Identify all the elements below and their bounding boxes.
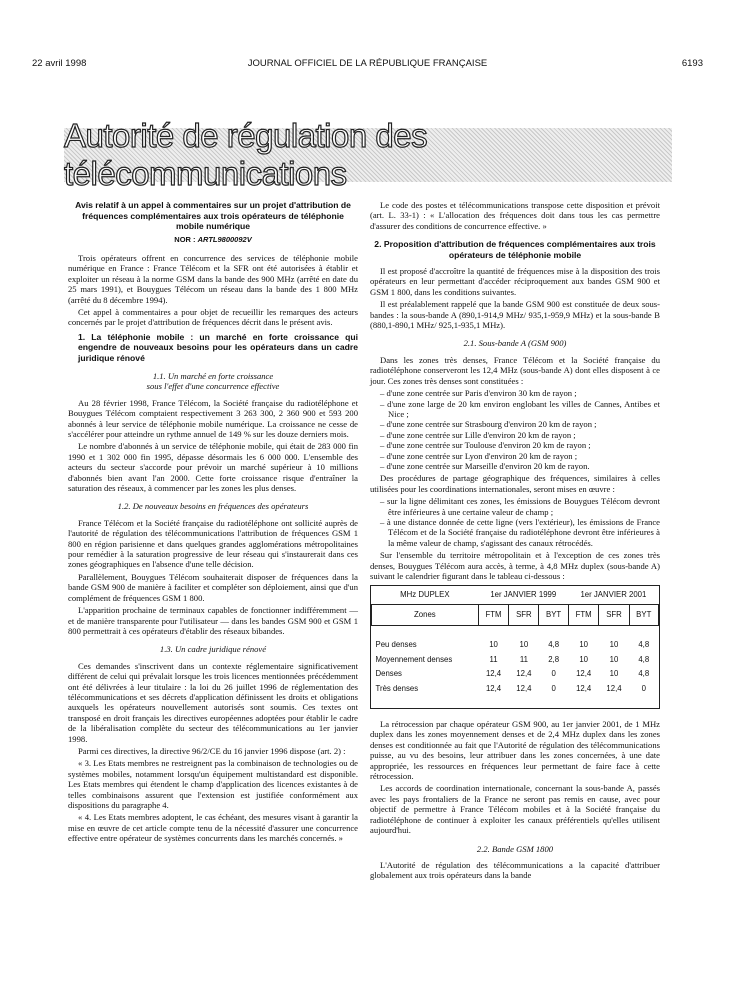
banner-title: Autorité de régulation des télécommunications	[64, 117, 428, 192]
table-zones-header: Zones	[372, 605, 479, 626]
list-item: – sur la ligne délimitant ces zones, les émissions de Bouygues Télécom devront être inférieures à une certaine valeur de champ ;	[380, 496, 660, 517]
table-cell: 10	[609, 669, 619, 679]
subsection-heading-2-2: 2.2. Bande GSM 1800	[476, 843, 554, 854]
zone-list	[370, 388, 660, 471]
table-zone: Denses	[375, 669, 402, 679]
table-period-2: 1er JANVIER 2001	[568, 586, 658, 605]
table-row	[372, 638, 659, 652]
subsection-heading-2-1: 2.1. Sous-bande A (GSM 900)	[463, 338, 567, 349]
table-cell: 4,8	[548, 640, 560, 650]
paragraph: Parallèlement, Bouygues Télécom souhaiterait disposer de fréquences dans la bande GSM 900 de manière à faciliter et compléter son déploiement, ainsi que d'un complément de fréquences GSM 1 800.	[68, 571, 358, 603]
table-column-header: BYT	[539, 605, 568, 626]
paragraph: Trois opérateurs offrent en concurrence des services de téléphonie mobile numérique en France : France Télécom et la SFR ont été autorisées à établir et exploiter un réseau à la norme GSM dans la bande des 900 MHz (arrêté en date du 25 mars 1991), et Bouygues Télécom un réseau dans la bande des 1 800 MHz (arrêté du 8 décembre 1994).	[68, 252, 358, 305]
list-item: – d'une zone centrée sur Lille d'environ 20 km de rayon ;	[380, 429, 576, 440]
paragraph: Dans les zones très denses, France Télécom et la Société française du radiotéléphone conserveront les 12,4 MHz (sous-bande A) dont elles disposent à ce jour. Ces zones très denses sont constituées :	[370, 354, 660, 386]
procedure-list	[370, 496, 660, 548]
table-cell: 10	[519, 640, 529, 650]
table-zone: Moyennement denses	[375, 654, 453, 664]
table-cell: 0	[641, 683, 646, 693]
right-column	[370, 200, 660, 883]
subsection-heading-1-1	[68, 371, 358, 392]
list-item: – d'une zone centrée sur Paris d'environ 30 km de rayon ;	[380, 388, 577, 399]
paragraph: France Télécom et la Société française du radiotéléphone ont sollicité auprès de l'autorité de régulation des télécommunications l'attribution de fréquences GSM 1 800 en région parisienne et dans quelques grandes agglomérations métropolitaines pour remédier à la saturation progressive de leur réseau qui s'instaurerait dans ces zones géographiques en l'absence d'une telle décision.	[68, 517, 358, 570]
paragraph: Ces demandes s'inscrivent dans un contexte réglementaire significativement différent de celui qui prévalait lorsque les trois licences mentionnées précédemment ont été délivrées à leur titulaire : la loi du 26 juillet 1996 de réglementation des télécommunications et ses décrets d'application définissent les droits et obligations auxquels les opérateurs nouvellement autorisés sont soumis. Ces textes ont transposé en droit français les directives européennes adoptées pour établir le cadre de la libéralisation complète du secteur des télécommunications au 1er janvier 1998.	[68, 660, 358, 744]
section-heading-2: 2. Proposition d'attribution de fréquences complémentaires aux trois opérateurs de téléphonie mobile	[374, 239, 656, 260]
list-item: – d'une zone centrée sur Lyon d'environ 20 km de rayon ;	[380, 450, 578, 461]
table-cell: 12,4	[606, 683, 622, 693]
list-item: – d'une zone large de 20 km environ englobant les villes de Cannes, Antibes et Nice ;	[380, 398, 660, 419]
section-banner	[64, 117, 672, 192]
table-cell: 10	[579, 640, 588, 650]
list-item: – à une distance donnée de cette ligne (vers l'extérieur), les émissions de France Télécom et de la Société française du radiotéléphone devront être inférieures à la même valeur de champ, s'agissant des canaux rétrocédés.	[380, 516, 660, 548]
table-column-header: FTM	[478, 605, 509, 626]
subsection-heading-1-2: 1.2. De nouveaux besoins en fréquences des opérateurs	[117, 501, 309, 512]
subsection-heading-line: 1.1. Un marché en forte croissance	[152, 370, 274, 381]
paragraph: L'Autorité de régulation des télécommunications a la capacité d'attribuer globalement aux trois opérateurs dans la bande	[370, 859, 660, 881]
nor-reference	[68, 235, 358, 245]
frequency-table	[370, 585, 660, 709]
table-row	[372, 682, 659, 696]
subsection-heading-1-3: 1.3. Un cadre juridique rénové	[159, 644, 267, 655]
paragraph: Le nombre d'abonnés à un service de téléphonie mobile, qui était de 283 000 fin 1990 et 1 302 000 fin 1995, dépasse désormais les 6 000 000. L'ensemble des acteurs du secteur s'accorde pour prévoir un marché supérieur à 10 millions d'abonnés bien avant l'an 2000. Cette forte croissance risque d'entraîner la saturation des réseaux, à commencer par les zones les plus denses.	[68, 441, 358, 494]
table-cell: 4,8	[638, 669, 650, 679]
table-column-header: BYT	[629, 605, 658, 626]
table-column-header: FTM	[568, 605, 599, 626]
table-cell: 11	[519, 654, 528, 664]
table-cell: 10	[609, 640, 619, 650]
paragraph: La rétrocession par chaque opérateur GSM 900, au 1er janvier 2001, de 1 MHz duplex dans les zones moyennement denses et de 2,4 MHz duplex dans les zones denses est conditionnée au fait que l'Autorité de régulation des télécommunications puisse, au vu des besoins, leur attribuer dans les zones concernées, à une date appropriée, les ressources en fréquences leur permettant de faire face à cette rétrocession.	[370, 719, 660, 782]
paragraph: Le code des postes et télécommunications transpose cette disposition et prévoit (art. L. 33-1) : « L'allocation des fréquences doit dans tous les cas permettre d'assurer des conditions de concurrence effective. »	[370, 200, 660, 231]
paragraph: Sur l'ensemble du territoire métropolitain et à l'exception de ces zones très denses, Bouygues Télécom aura accès, à terme, à 4,8 MHz duplex (sous-bande A) suivant le calendrier figurant dans le tableau ci-dessous :	[370, 550, 660, 581]
nor-label: NOR :	[174, 234, 196, 244]
page-number: 6193	[681, 58, 703, 69]
list-item: – d'une zone centrée sur Marseille d'environ 20 km de rayon.	[380, 460, 590, 471]
table-cell: 4,8	[638, 654, 650, 664]
table-cell: 10	[579, 654, 588, 664]
paragraph: Les accords de coordination internationale, concernant la sous-bande A, passés avec les pays frontaliers de la France ne seront pas remis en cause, avec pour objectif de permettre à France Télécom mobiles et à la Société française du radiotéléphone de continuer à exploiter les canaux préférentiels qu'elles utilisent aujourd'hui.	[370, 783, 660, 836]
table-cell: 2,8	[548, 654, 560, 664]
page-header	[32, 58, 703, 72]
paragraph: Il est proposé d'accroître la quantité de fréquences mise à la disposition des trois opérateurs en leur permettant d'accéder réciproquement aux bandes GSM 900 et GSM 1 800, dans les conditions suivantes.	[370, 266, 660, 297]
table-zone: Très denses	[375, 683, 419, 693]
table-cell: 12,4	[516, 683, 532, 693]
quotation: « 3. Les Etats membres ne restreignent pas la combinaison de technologies ou de systèmes mobiles, notamment lorsqu'un équipement multistandard est disponible. Les Etats membres qui étendent le champ d'application des licences existantes à de telles combinaisons assurent que l'extension est justifiée conformément aux dispositions du paragraphe 4.	[68, 758, 358, 810]
nor-value: ARTL9800092V	[197, 234, 252, 244]
quotation: « 4. Les Etats membres adoptent, le cas échéant, des mesures visant à garantir la mise en œuvre de cet article compte tenu de la nécessité d'assurer une concurrence effective entre opérateur de systèmes concurrents dans les marchés concernés. »	[68, 812, 358, 844]
list-item: – d'une zone centrée sur Strasbourg d'environ 20 km de rayon ;	[380, 419, 597, 430]
left-column	[68, 200, 358, 846]
paragraph: Il est préalablement rappelé que la bande GSM 900 est constituée de deux sous-bandes : la sous-bande A (890,1-914,9 MHz/ 935,1-959,9 MHz) et la sous-bande B (880,1-890,1 MHz/ 925,1-935,1 MHz).	[370, 299, 660, 331]
table-cell: 12,4	[485, 669, 502, 679]
list-item: – d'une zone centrée sur Toulouse d'environ 20 km de rayon ;	[380, 440, 591, 451]
paragraph: Au 28 février 1998, France Télécom, la Société française du radiotéléphone et Bouygues Télécom comptaient respectivement 3 263 300, 2 360 900 et 593 200 abonnés à leur service de téléphonie mobile numérique. La croissance ne cesse de s'accélérer pour atteindre un rythme annuel de 149 % sur les douze derniers mois.	[68, 397, 358, 439]
table-cell: 10	[489, 640, 498, 650]
table-period-1: 1er JANVIER 1999	[478, 586, 568, 605]
journal-title: JOURNAL OFFICIEL DE LA RÉPUBLIQUE FRANÇAISE	[247, 58, 488, 69]
subsection-heading-line: sous l'effet d'une concurrence effective	[146, 381, 280, 392]
notice-title: Avis relatif à un appel à commentaires sur un projet d'attribution de fréquences complémentaires aux trois opérateurs de téléphonie mobile numérique	[75, 200, 351, 231]
table-cell: 10	[609, 654, 619, 664]
table-cell: 11	[489, 654, 498, 664]
section-heading-1: 1. La téléphonie mobile : un marché en forte croissance qui engendre de nouveaux besoins pour les opérateurs dans un cadre juridique rénové	[78, 331, 358, 363]
paragraph: Parmi ces directives, la directive 96/2/CE du 16 janvier 1996 dispose (art. 2) :	[78, 745, 346, 756]
table-column-header: SFR	[509, 605, 539, 626]
table-cell: 12,4	[576, 669, 592, 679]
table-cell: 0	[551, 683, 556, 693]
table-cell: 12,4	[576, 683, 592, 693]
paragraph: Des procédures de partage géographique des fréquences, similaires à celles utilisées pour les coordinations internationales, seront mises en œuvre :	[370, 473, 660, 494]
paragraph: Cet appel à commentaires a pour objet de recueillir les remarques des acteurs concernés par le projet d'attribution de fréquences décrit dans le présent avis.	[68, 306, 358, 328]
table-cell: 12,4	[516, 669, 532, 679]
table-row	[372, 653, 659, 667]
table-cell: 0	[551, 669, 556, 679]
table-zone: Peu denses	[375, 640, 417, 650]
table-row	[372, 667, 659, 681]
table-cell: 12,4	[485, 683, 502, 693]
table-cell: 4,8	[638, 640, 650, 650]
issue-date: 22 avril 1998	[32, 58, 87, 69]
paragraph: L'apparition prochaine de terminaux capables de fonctionner indifféremment — et de manière transparente pour l'utilisateur — dans les bandes GSM 900 et GSM 1 800 permettrait à ces opérateurs d'établir des réseaux bibandes.	[68, 605, 358, 636]
table-corner: MHz DUPLEX	[372, 586, 479, 605]
table-column-header: SFR	[599, 605, 629, 626]
